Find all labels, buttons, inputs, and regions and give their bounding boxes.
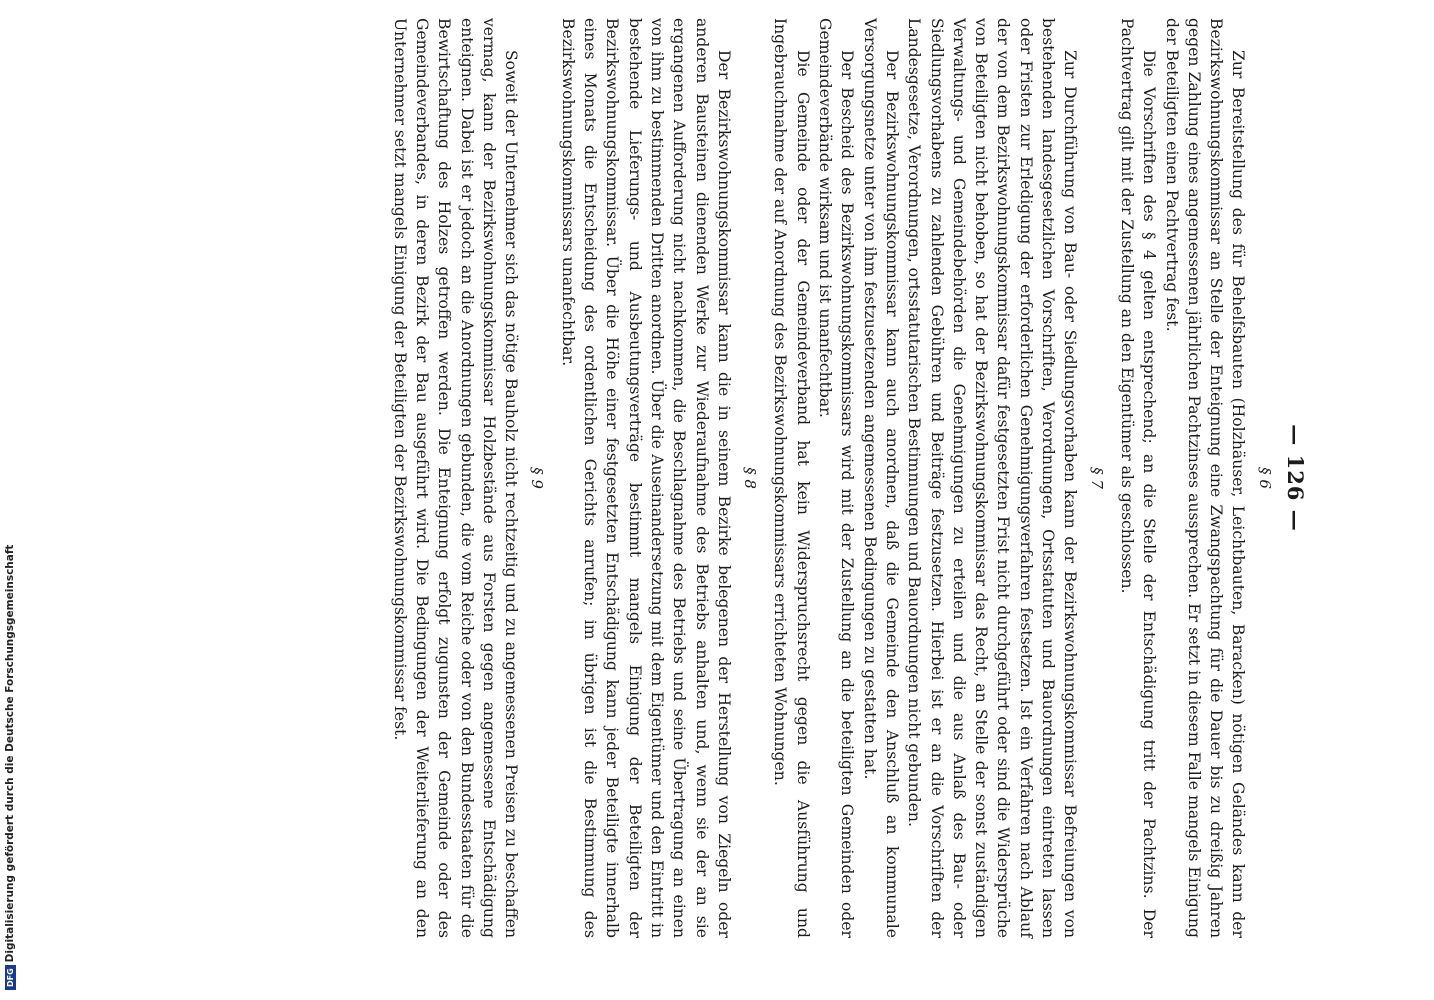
paragraph: Die Gemeinde oder der Gemeindeverband hat kein Widerspruchsrecht gegen die Ausführung und Ingebrauchnahme der auf Anordnung des Bezirkswohnungskommissars errichteten Wohnungen.: [771, 18, 812, 938]
paragraph: Zur Durchführung von Bau- oder Siedlungsvorhaben kann der Bezirkswohnungskommissar Befreiungen von bestehenden landesgesetzlichen Vorschriften, Verordnungen, Ortsstatuten und Bauordnungen eintreten lassen oder Fristen zur Erledigung der erforderlichen Genehmigungsverfahren festsetzen. Ist ein Verfahren nach Ablauf der von dem Bezirkswohnungskommissar dafür festgesetzten Frist nicht durchgeführt oder sind die Widersprüche von Beteiligten nicht behoben, so hat der Bezirkswohnungskommissar das Recht, an Stelle der sonst zuständigen Verwaltungs- und Gemeindebehörden die Genehmigungen zu erteilen und die aus Anlaß des Bau- oder Siedlungsvorhabens zu zahlenden Gebühren und Beiträge festzusetzen. Hierbei ist er an die Vorschriften der Landesgesetze, Verordnungen, ortsstatutarischen Bestimmungen und Bauordnungen nicht gebunden.: [905, 18, 1080, 938]
paragraph: Der Bezirkswohnungskommissar kann auch anordnen, daß die Gemeinde den Anschluß an kommunale Versorgungsnetze unter von ihm festzusetzenden angemessenen Bedingungen zu gestatten hat.: [860, 18, 901, 938]
funding-credit: [4, 0, 16, 990]
section-heading: § 6: [1255, 467, 1274, 489]
page-number: — 126 —: [1283, 424, 1308, 532]
section-6: [1116, 18, 1276, 938]
funding-credit-strip: [2, 0, 16, 1000]
paragraph: Zur Bereitstellung des für Behelfsbauten (Holzhäuser, Leichtbauten, Baracken) nötigen Geländes kann der Bezirkswohnungskommissar an Stelle der Enteignung eine Zwangspachtung für die Dauer bis zu dreißig Jahren gegen Zahlung eines angemessenen jährlichen Pachtzinses aussprechen. Er setzt in diesem Falle mangels Einigung der Beteiligten einen Pachtvertrag fest.: [1162, 18, 1248, 938]
paragraph: Die Vorschriften des § 4 gelten entsprechend; an die Stelle der Entschädigung tritt der Pachtzins. Der Pachtvertrag gilt mit der Zustellung an den Eigentümer als geschlossen.: [1117, 18, 1159, 938]
paragraph: Der Bezirkswohnungskommissar kann die in seinem Bezirke belegenen der Herstellung von Ziegeln oder anderen Bausteinen dienenden Werke zur Wiederaufnahme des Betriebs anhalten und, wenn sie der an sie ergangenen Aufforderung nicht nachkommen, die Beschlagnahme des Betriebs und seine Übertragung an einen von ihm zu bestimmenden Dritten anordnen. Über die Auseinandersetzung mit dem Eigentümer und den Eintritt in bestehende Lieferungs- und Ausbeutungsverträge bestimmt mangels Einigung der Beteiligten der Bezirkswohnungskommissar. Über die Höhe einer festgesetzten Entschädigung kann jeder Beteiligte innerhalb eines Monats die Entscheidung des ordentlichen Gerichts anrufen; im übrigen ist die Bestimmung des Bezirkswohnungskommissars unanfechtbar.: [558, 18, 733, 938]
page-body: [140, 18, 1310, 938]
dfg-logo: DFG: [5, 965, 16, 990]
section-heading: § 8: [741, 467, 760, 489]
section-9: [388, 18, 548, 938]
paragraph: Der Bescheid des Bezirkswohnungskommissars wird mit der Zustellung an die beteiligten Gemeinden oder Gemeindeverbände wirksam und ist unanfechtbar.: [816, 18, 857, 938]
funding-credit-text: Digitalisierung gefördert durch die Deutsche Forschungsgemeinschaft: [4, 544, 16, 963]
section-8: [557, 18, 762, 938]
section-heading: § 9: [528, 467, 547, 489]
scanned-page: [140, 18, 1330, 978]
paragraph: Soweit der Unternehmer sich das nötige Bauholz nicht rechtzeitig und zu angemessenen Preisen zu beschaffen vermag, kann der Bezirkswohnungskommissar Holzbestände aus Forsten gegen angemessene Entschädigung enteignen. Dabei ist er jedoch an die Anordnungen gebunden, die vom Reiche oder von den Bundesstaaten für die Bewirtschaftung des Holzes getroffen werden. Die Enteignung erfolgt zugunsten der Gemeinde oder des Gemeindeverbandes, in deren Bezirk der Bau ausgeführt wird. Die Bedingungen der Weiterlieferung an den Unternehmer setzt mangels Einigung der Beteiligten der Bezirkswohnungskommissar fest.: [390, 18, 521, 938]
section-heading: § 7: [1087, 467, 1106, 489]
section-7: [769, 18, 1107, 938]
